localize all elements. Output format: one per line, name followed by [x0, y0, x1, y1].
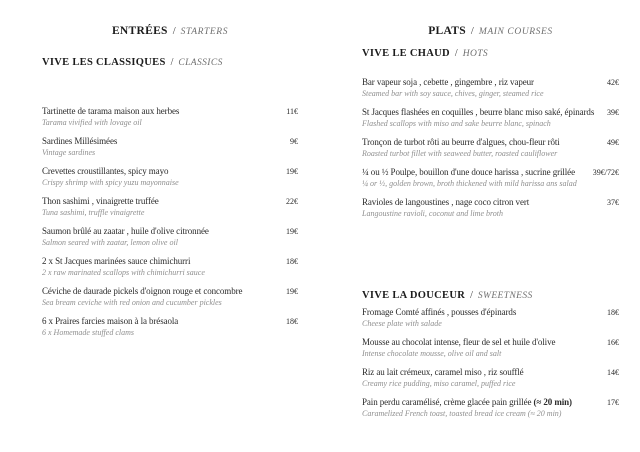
item-name-text: Pain perdu caramélisé, crème glacée pain grillée: [362, 397, 534, 407]
item-description: Langoustine ravioli, coconut and lime broth: [362, 209, 504, 218]
item-name: Sardines Millésimées: [42, 136, 118, 146]
starters-title-en: STARTERS: [180, 27, 229, 37]
item-description: Cheese plate with salade: [362, 319, 442, 328]
item-description: Caramelized French toast, toasted bread ice cream (≈ 20 min): [362, 409, 562, 418]
item-name: [362, 397, 602, 408]
menu-item-saumon-brule: [42, 226, 298, 248]
mains-title-fr: PLATS: [428, 25, 466, 37]
item-description: Crispy shrimp with spicy yuzu mayonnaise: [42, 178, 179, 187]
item-description: 2 x raw marinated scallops with chimichurri sauce: [42, 268, 205, 277]
classics-section-separator: /: [170, 57, 174, 68]
item-price: 18€: [286, 257, 298, 266]
mains-title-separator: /: [470, 26, 474, 37]
item-name: Riz au lait crémeux, caramel miso , riz soufflé: [362, 367, 524, 377]
hots-items: [362, 77, 619, 227]
menu-item-turbot: [362, 137, 619, 159]
mains-page-header: [362, 21, 619, 39]
sweetness-section-title-fr: VIVE LA DOUCEUR: [362, 290, 466, 301]
item-name: ¼ ou ½ Poulpe, bouillon d'une douce harissa , sucrine grillée: [362, 167, 575, 177]
item-price: 19€: [286, 227, 298, 236]
starters-column: [42, 0, 298, 452]
item-price: 37€: [607, 198, 619, 207]
item-description: Salmon seared with zaatar, lemon olive oil: [42, 238, 178, 247]
item-description: Flashed scallops with miso and sake beurre blanc, spinach: [362, 119, 551, 128]
menu-item-mousse-chocolat: [362, 337, 619, 359]
menu-item-sardines: [42, 136, 298, 158]
item-price: 39€: [607, 108, 619, 117]
hots-section-separator: /: [454, 48, 458, 59]
item-description: 6 x Homemade stuffed clams: [42, 328, 134, 337]
item-description: Roasted turbot fillet with seaweed butter, roasted cauliflower: [362, 149, 558, 158]
item-name: Fromage Comté affinés , pousses d'épinards: [362, 307, 517, 317]
item-description: Sea bream ceviche with red onion and cucumber pickles: [42, 298, 222, 307]
item-name-prep-time: (≈ 20 min): [533, 397, 572, 407]
menu-item-st-jacques-flashees: [362, 107, 619, 129]
item-price: 22€: [286, 197, 298, 206]
item-description: Creamy rice pudding, miso caramel, puffed rice: [362, 379, 516, 388]
starters-title-separator: /: [172, 26, 176, 37]
hots-section-header: [362, 43, 488, 61]
item-price: 49€: [607, 138, 619, 147]
mains-column: [362, 0, 619, 452]
sweetness-section-title-en: SWEETNESS: [477, 291, 533, 301]
menu-item-ceviche: [42, 286, 298, 308]
item-name: Crevettes croustillantes, spicy mayo: [42, 166, 169, 176]
item-name: Céviche de daurade pickels d'oignon rouge et concombre: [42, 286, 243, 296]
item-description: Steamed bar with soy sauce, chives, ginger, steamed rice: [362, 89, 544, 98]
classics-section-header: [42, 52, 223, 70]
item-price: 16€: [607, 338, 619, 347]
item-description: ¼ or ½, golden brown, broth thickened with mild harissa ans salad: [362, 179, 577, 188]
classics-section-title-en: CLASSICS: [178, 58, 223, 68]
sweetness-items: [362, 307, 619, 427]
item-name: Thon sashimi , vinaigrette truffée: [42, 196, 159, 206]
item-description: Tuna sashimi, truffle vinaigrette: [42, 208, 145, 217]
menu-item-pain-perdu: [362, 397, 619, 419]
menu-item-ravioles: [362, 197, 619, 219]
menu-item-praires: [42, 316, 298, 338]
item-price: 39€/72€: [592, 168, 619, 177]
item-description: Intense chocolate mousse, olive oil and salt: [362, 349, 502, 358]
classics-section-title-fr: VIVE LES CLASSIQUES: [42, 57, 166, 68]
classics-items: [42, 106, 298, 346]
starters-title-fr: ENTRÉES: [111, 25, 168, 37]
hots-section-title-fr: VIVE LE CHAUD: [362, 48, 450, 59]
sweetness-section-separator: /: [470, 290, 473, 301]
item-price: 42€: [607, 78, 619, 87]
menu-item-crevettes: [42, 166, 298, 188]
item-name: 2 x St Jacques marinées sauce chimichurri: [42, 256, 191, 266]
mains-title-en: MAIN COURSES: [478, 27, 553, 37]
menu-item-bar-vapeur: [362, 77, 619, 99]
sweetness-section-header: [362, 285, 533, 303]
item-price: 19€: [286, 287, 298, 296]
item-description: Vintage sardines: [42, 148, 96, 157]
item-price: 18€: [286, 317, 298, 326]
item-name: Mousse au chocolat intense, fleur de sel et huile d'olive: [362, 337, 556, 347]
menu-item-tartinette: [42, 106, 298, 128]
item-description: Tarama vivified with lovage oil: [42, 118, 142, 127]
item-price: 18€: [607, 308, 619, 317]
hots-section-title-en: HOTS: [462, 49, 489, 59]
menu-item-thon-sashimi: [42, 196, 298, 218]
item-price: 9€: [290, 137, 298, 146]
menu-item-riz-au-lait: [362, 367, 619, 389]
starters-page-header: [42, 21, 298, 39]
menu-item-poulpe: [362, 167, 619, 189]
item-name: St Jacques flashées en coquilles , beurre blanc miso saké, épinards: [362, 107, 595, 117]
menu-item-st-jacques-marinees: [42, 256, 298, 278]
item-price: 19€: [286, 167, 298, 176]
item-price: 17€: [607, 398, 619, 407]
item-price: 14€: [607, 368, 619, 377]
item-name: Ravioles de langoustines , nage coco citron vert: [362, 197, 530, 207]
item-name: Saumon brûlé au zaatar , huile d'olive citronnée: [42, 226, 209, 236]
item-name: Tronçon de turbot rôti au beurre d'algues, chou-fleur rôti: [362, 137, 560, 147]
item-name: 6 x Praires farcies maison à la brésaola: [42, 316, 179, 326]
item-price: 11€: [286, 107, 298, 116]
item-name: Tartinette de tarama maison aux herbes: [42, 106, 180, 116]
menu-item-fromage: [362, 307, 619, 329]
item-name: Bar vapeur soja , cebette , gingembre , riz vapeur: [362, 77, 534, 87]
